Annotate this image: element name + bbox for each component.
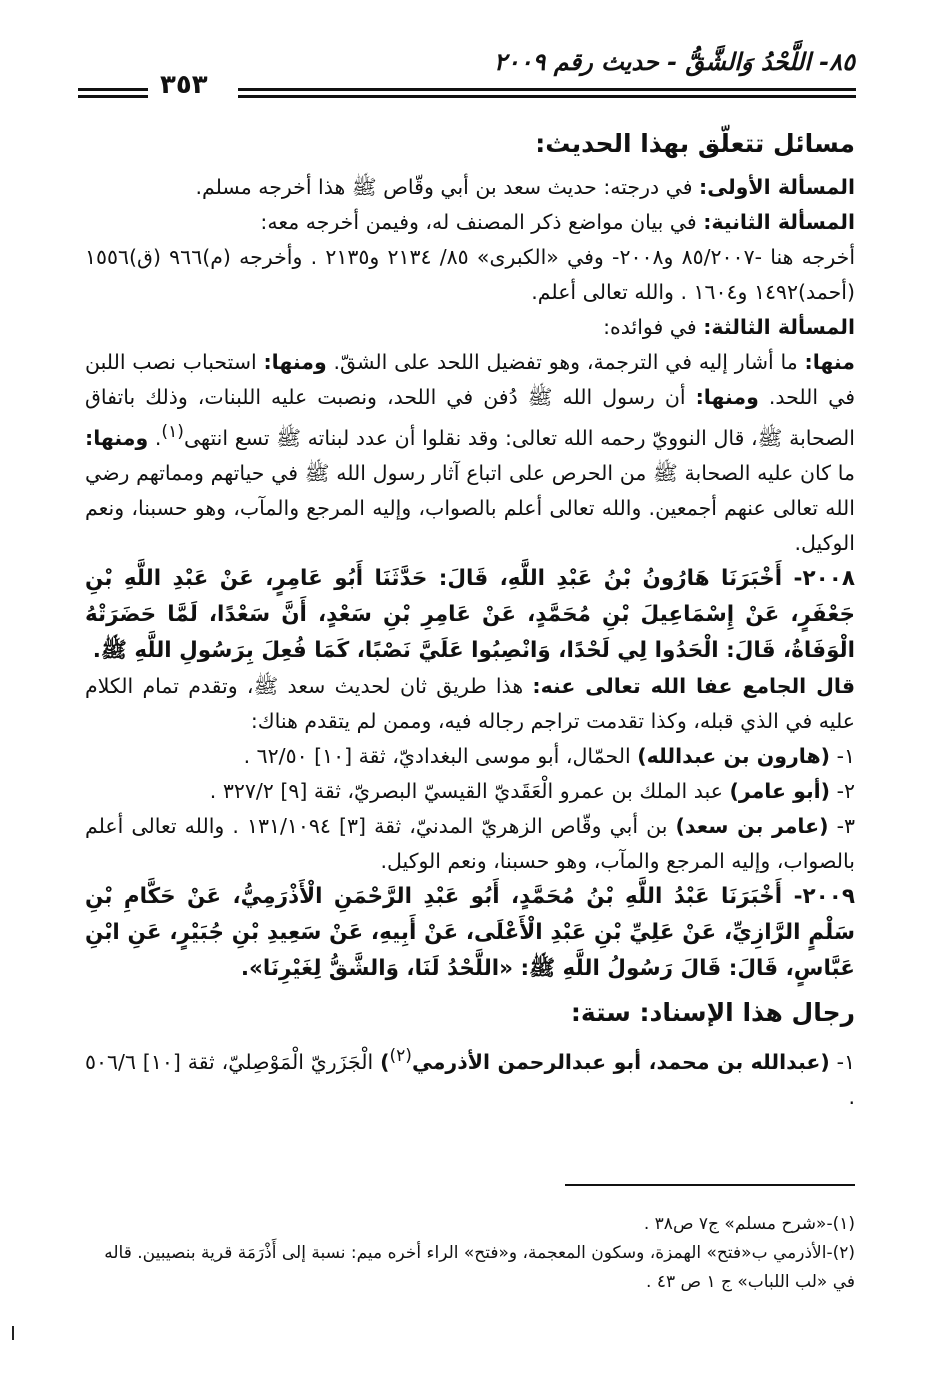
narrator-detail: عبد الملك بن عمرو الْعَقَديّ القيسيّ البصريّ، ثقة [٩] ٣٢٧/٢ . [209,778,730,803]
narrator-number: ٣- [828,813,856,838]
benefit-label: ومنها: [85,425,149,450]
hadith-2008: ٢٠٠٨- أَخْبَرَنَا هَارُونُ بْنُ عَبْدِ اللَّهِ، قَالَ: حَدَّثَنَا أَبُو عَامِرٍ، عَنْ عَبْدِ اللَّهِ بْنِ جَعْفَرٍ، عَنْ إِسْمَاعِيلَ بْنِ مُحَمَّدٍ، عَنْ عَامِرِ بْنِ سَعْدٍ، أَنَّ سَعْدًا، لَمَّا حَضَرَتْهُ الْوَفَاةُ، قَالَ: الْحَدُوا لِي لَحْدًا، وَانْصِبُوا عَلَيَّ نَصْبًا، كَمَا فُعِلَ بِرَسُولِ اللَّهِ ﷺ. [85,565,855,663]
benefit-text: أن رسول الله ﷺ دُفن في اللحد، ونصبت عليه اللبنات، وذلك باتفاق الصحابة ﷺ، قال النوويّ رحمه الله تعالى: وقد نقلوا أن عدد لبناته ﷺ تسع انتهى [85,385,855,450]
issue-third [85,310,855,345]
narrator-detail: الحمّال، أبو موسى البغداديّ، ثقة [١٠] ٦٢/٥٠ . [243,743,638,768]
narrator-name: (هارون بن عبدالله) [637,743,831,768]
benefit-text: استحباب نصب اللبن في اللحد. [85,350,855,409]
hadith-2009: ٢٠٠٩- أَخْبَرَنَا عَبْدُ اللَّهِ بْنُ مُحَمَّدٍ، أَبُو عَبْدِ الرَّحْمَنِ الْأَذْرَمِيُّ، عَنْ حَكَّامِ بْنِ سَلْمٍ الرَّازِيِّ، عَنْ عَلِيِّ بْنِ عَبْدِ الْأَعْلَى، عَنْ أَبِيهِ، عَنْ سَعِيدِ بْنِ جُبَيْرٍ، عَنِ ابْنِ عَبَّاسٍ، قَالَ: قَالَ رَسُولُ اللَّهِ ﷺ: «اللَّحْدُ لَنَا، وَالشَّقُّ لِغَيْرِنَا». [85,883,855,981]
issue-third-benefits [85,345,855,561]
footnote-1: (١)-«شرح مسلم» ج٧ ص٣٨ . [643,1214,855,1234]
benefit-label: منها: [804,350,855,374]
issue-second-text: في بيان مواضع ذكر المصنف له، وفيمن أخرجه معه: [260,210,704,234]
commentary-label: قال الجامع عفا الله تعالى عنه: [532,673,855,698]
footnote-2: (٢)-الأذرمي ب«فتح» الهمزة، وسكون المعجمة، و«فتح» الراء أخره ميم: نسبة إلى أَذْرَمَة قرية بنصيبين. قاله في «لب اللباب» ج ١ ص ٤٣ . [104,1243,855,1292]
footnote-ref: (٢) [389,1045,412,1066]
commentary-text: هذا طريق ثان لحديث سعد ﷺ، وتقدم تمام الكلام عليه في الذي قبله، وكذا تقدمت تراجم رجاله فيه، وممن لم يتقدم هناك: [85,673,855,733]
narrator-name: (عامر بن سعد) [675,813,829,838]
header-rule-bottom [238,95,856,98]
narrator-detail: بن أبي وقّاص الزهريّ المدنيّ، ثقة [٣] ١٣١/١٠٩٤ . والله تعالى أعلم بالصواب، وإليه المرجع والمآب، وهو حسبنا، ونعم الوكيل. [85,813,855,873]
benefit-text: ما كان عليه الصحابة ﷺ من الحرص على اتباع آثار رسول الله ﷺ في حياتهم ومماتهم رضي الله تعالى عنهم أجمعين. والله تعالى أعلم بالصواب، وإليه المرجع والمآب، وهو حسبنا، ونعم الوكيل. [85,460,855,555]
benefit-text: ما أشار إليه في الترجمة، وهو تفضيل اللحد على الشقّ. [326,350,805,374]
margin-mark [12,1326,14,1340]
benefit-text: . [148,425,162,450]
benefit-label: ومنها: [263,350,327,374]
header-rule-top [238,88,856,91]
issue-first [85,170,855,205]
narrator-2009-1 [85,1039,855,1115]
narrator-1 [85,739,855,774]
narrator-2 [85,774,855,809]
narrator-name: (عبدالله بن محمد، أبو عبدالرحمن الأذرمي [411,1049,830,1074]
narrator-3 [85,809,855,879]
narrator-number: ١- [830,743,855,768]
benefit-label: ومنها: [695,385,759,409]
narrator-detail: الْجَزَريّ الْمَوْصِليّ، ثقة [١٠] ٥٠٦/٦ . [85,1049,855,1109]
narrator-name: (أبو عامر) [729,778,831,803]
issue-first-text: في درجته: حديث سعد بن أبي وقّاص ﷺ هذا أخرجه مسلم. [195,175,700,199]
page-number: ٣٥٣ [160,70,208,100]
issue-third-label: المسألة الثالثة: [703,315,855,339]
commentary-2008 [85,669,855,739]
issue-second-detail: أخرجه هنا -٨٥/٢٠٠٧ و٢٠٠٨- وفي «الكبرى» ٨٥/ ٢١٣٤ و٢١٣٥ . وأخرجه (م)٩٦٦ (ق)١٥٥٦ (أحمد)١٤٩٢ و١٦٠٤ . والله تعالى أعلم. [85,245,856,304]
page-number-rule-top [78,88,148,91]
main-text [85,118,855,1115]
page-number-rule-bottom [78,95,148,98]
footnotes [85,1210,855,1297]
section-heading-narrators: رجال هذا الإسناد: ستة: [570,997,855,1027]
narrator-name-close: ) [380,1049,390,1074]
running-title: ٨٥- اللَّحْدُ وَالشَّقُّ - حديث رقم ٢٠٠٩ [493,48,855,76]
narrator-number: ٢- [830,778,855,803]
section-heading-issues: مسائل تتعلّق بهذا الحديث: [535,129,855,158]
footnote-separator [565,1184,855,1186]
issue-second [85,205,855,240]
issue-second-label: المسألة الثانية: [703,210,855,234]
footnote-ref: (١) [161,422,184,442]
issue-first-label: المسألة الأولى: [699,175,855,199]
narrator-number: ١- [829,1049,856,1074]
issue-third-text: في فوائده: [603,315,704,339]
